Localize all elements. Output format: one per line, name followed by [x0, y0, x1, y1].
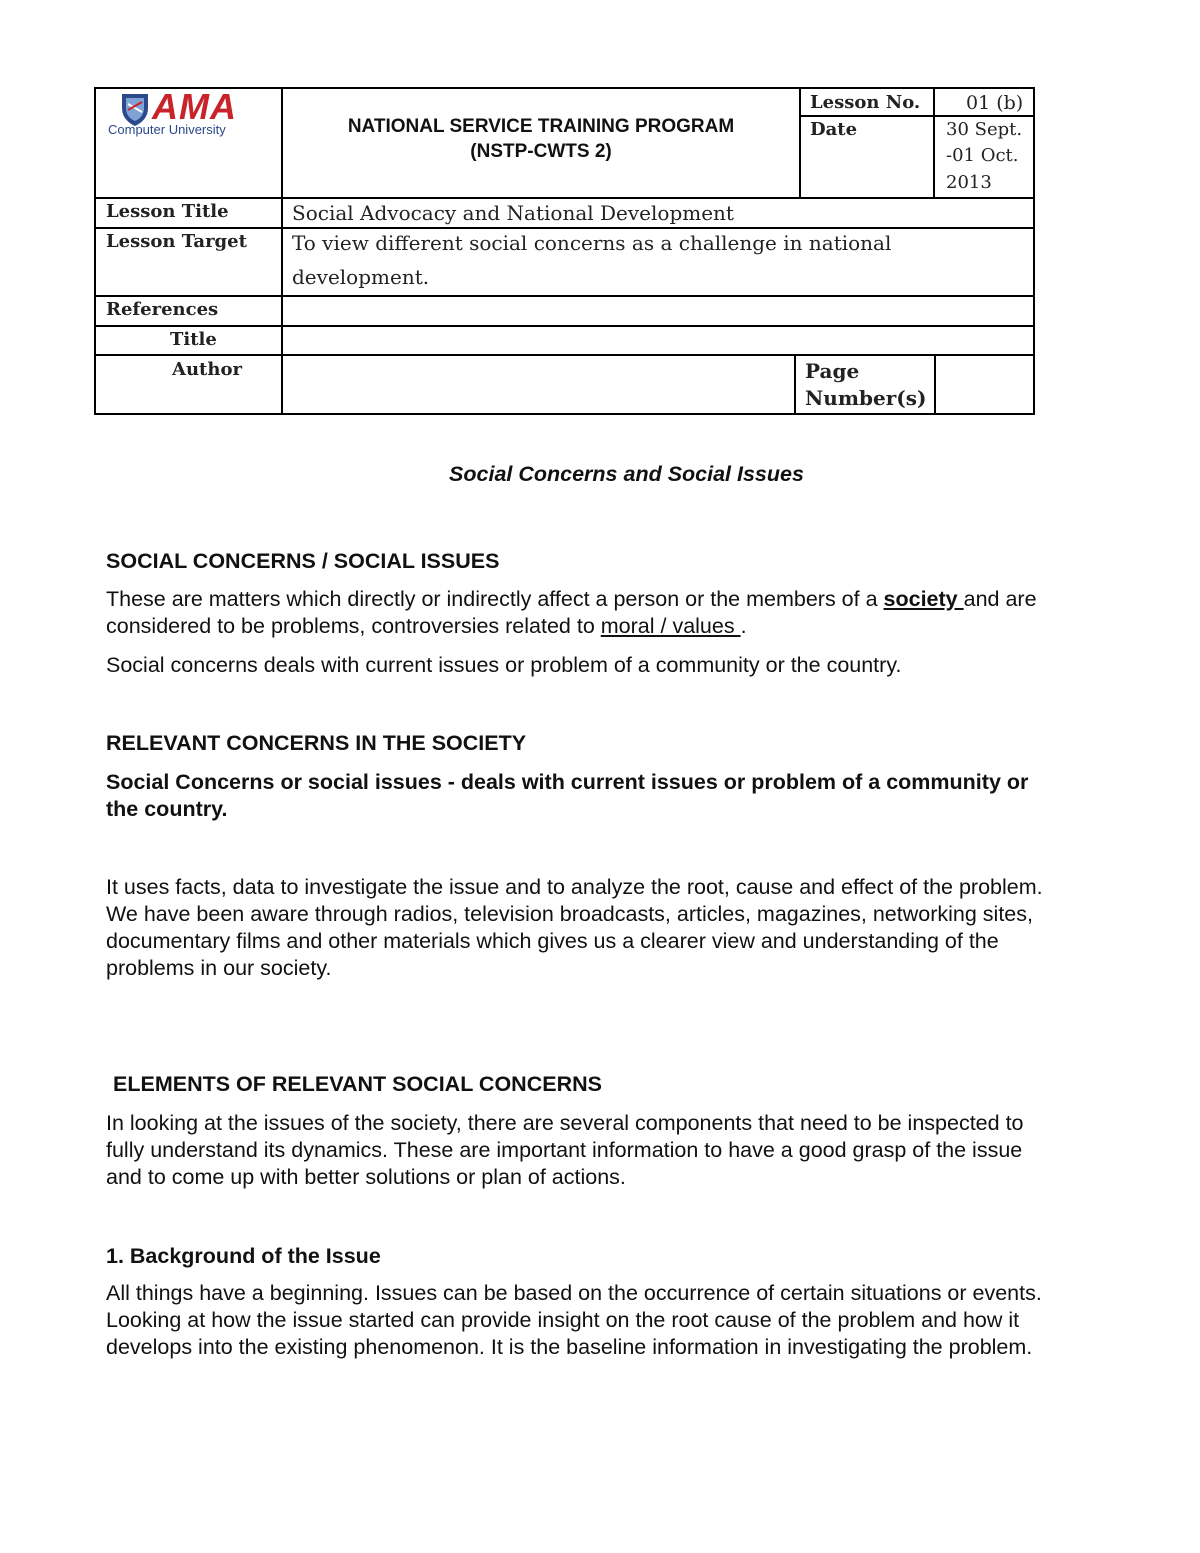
- paragraph: [106, 874, 1043, 982]
- table-divider: [799, 87, 801, 198]
- title-label: Title: [170, 329, 217, 350]
- document-subtitle: Social Concerns and Social Issues: [449, 462, 804, 486]
- table-divider: [934, 354, 936, 415]
- section-heading: 1. Background of the Issue: [106, 1244, 381, 1268]
- lesson-title-value: Social Advocacy and National Development: [292, 201, 734, 225]
- society-link[interactable]: society: [883, 587, 964, 611]
- author-label: Author: [172, 359, 242, 380]
- paragraph-line: fully understand its dynamics. These are important information to have a good grasp of the issue: [106, 1138, 1023, 1162]
- date-label: Date: [810, 119, 858, 140]
- paragraph-line: In looking at the issues of the society, there are several components that need to be inspected to: [106, 1111, 1024, 1135]
- paragraph: [106, 586, 1037, 640]
- paragraph-text: considered to be problems, controversies related to: [106, 614, 601, 638]
- lesson-target-line-2: development.: [292, 265, 430, 289]
- date-line-1: 30 Sept.: [946, 119, 1023, 140]
- paragraph-text: These are matters which directly or indirectly affect a person or the members of a: [106, 587, 884, 611]
- table-divider: [94, 197, 1035, 199]
- paragraph-line: develops into the existing phenomenon. It is the baseline information in investigating the problem.: [106, 1335, 1033, 1359]
- paragraph: [106, 1110, 1024, 1191]
- program-title: NATIONAL SERVICE TRAINING PROGRAM: [347, 116, 735, 137]
- ama-logo: [108, 86, 270, 138]
- bold-definition-line: Social Concerns or social issues - deals with current issues or problem of a community or: [106, 770, 1029, 794]
- program-code: (NSTP-CWTS 2): [470, 141, 612, 162]
- paragraph-line: and to come up with better solutions or plan of actions.: [106, 1165, 626, 1189]
- table-divider: [799, 115, 1035, 117]
- table-divider: [933, 87, 935, 198]
- bold-definition-line: the country.: [106, 797, 228, 821]
- lesson-target-line-1: To view different social concerns as a challenge in national: [292, 231, 892, 255]
- lesson-no-value: 01 (b): [966, 92, 1024, 114]
- page-numbers-label-1: Page: [805, 359, 860, 383]
- paragraph-text: .: [740, 614, 747, 638]
- table-divider: [794, 354, 796, 415]
- paragraph-line: documentary films and other materials which gives us a clearer view and understanding of the: [106, 929, 999, 953]
- lesson-title-label: Lesson Title: [106, 201, 229, 222]
- section-heading: SOCIAL CONCERNS / SOCIAL ISSUES: [106, 549, 500, 573]
- lesson-no-label: Lesson No.: [810, 92, 921, 113]
- table-divider: [94, 295, 1035, 297]
- section-heading: ELEMENTS OF RELEVANT SOCIAL CONCERNS: [113, 1072, 602, 1096]
- moral-values-link[interactable]: moral / values: [600, 614, 741, 638]
- page-numbers-label-2: Number(s): [805, 386, 927, 410]
- lesson-target-label: Lesson Target: [106, 231, 247, 252]
- logo-subtitle: Computer University: [108, 122, 226, 137]
- paragraph-line: Looking at how the issue started can provide insight on the root cause of the problem and how it: [106, 1308, 1020, 1332]
- paragraph: [106, 1280, 1042, 1361]
- paragraph-line: We have been aware through radios, television broadcasts, articles, magazines, networking sites,: [106, 902, 1033, 926]
- table-divider: [94, 227, 1035, 229]
- section-heading: RELEVANT CONCERNS IN THE SOCIETY: [106, 731, 527, 755]
- paragraph-text: and are: [963, 587, 1037, 611]
- date-line-2: -01 Oct.: [946, 145, 1019, 166]
- paragraph-line: problems in our society.: [106, 956, 332, 980]
- paragraph-line: It uses facts, data to investigate the issue and to analyze the root, cause and effect of the problem.: [106, 875, 1043, 899]
- logo-wordmark: AMA: [152, 86, 237, 127]
- table-divider: [94, 354, 1035, 356]
- date-line-3: 2013: [946, 172, 992, 193]
- paragraph-line: All things have a beginning. Issues can be based on the occurrence of certain situations or events.: [106, 1281, 1042, 1305]
- references-label: References: [106, 299, 219, 320]
- table-divider: [94, 325, 1035, 327]
- paragraph: Social concerns deals with current issues or problem of a community or the country.: [106, 653, 902, 677]
